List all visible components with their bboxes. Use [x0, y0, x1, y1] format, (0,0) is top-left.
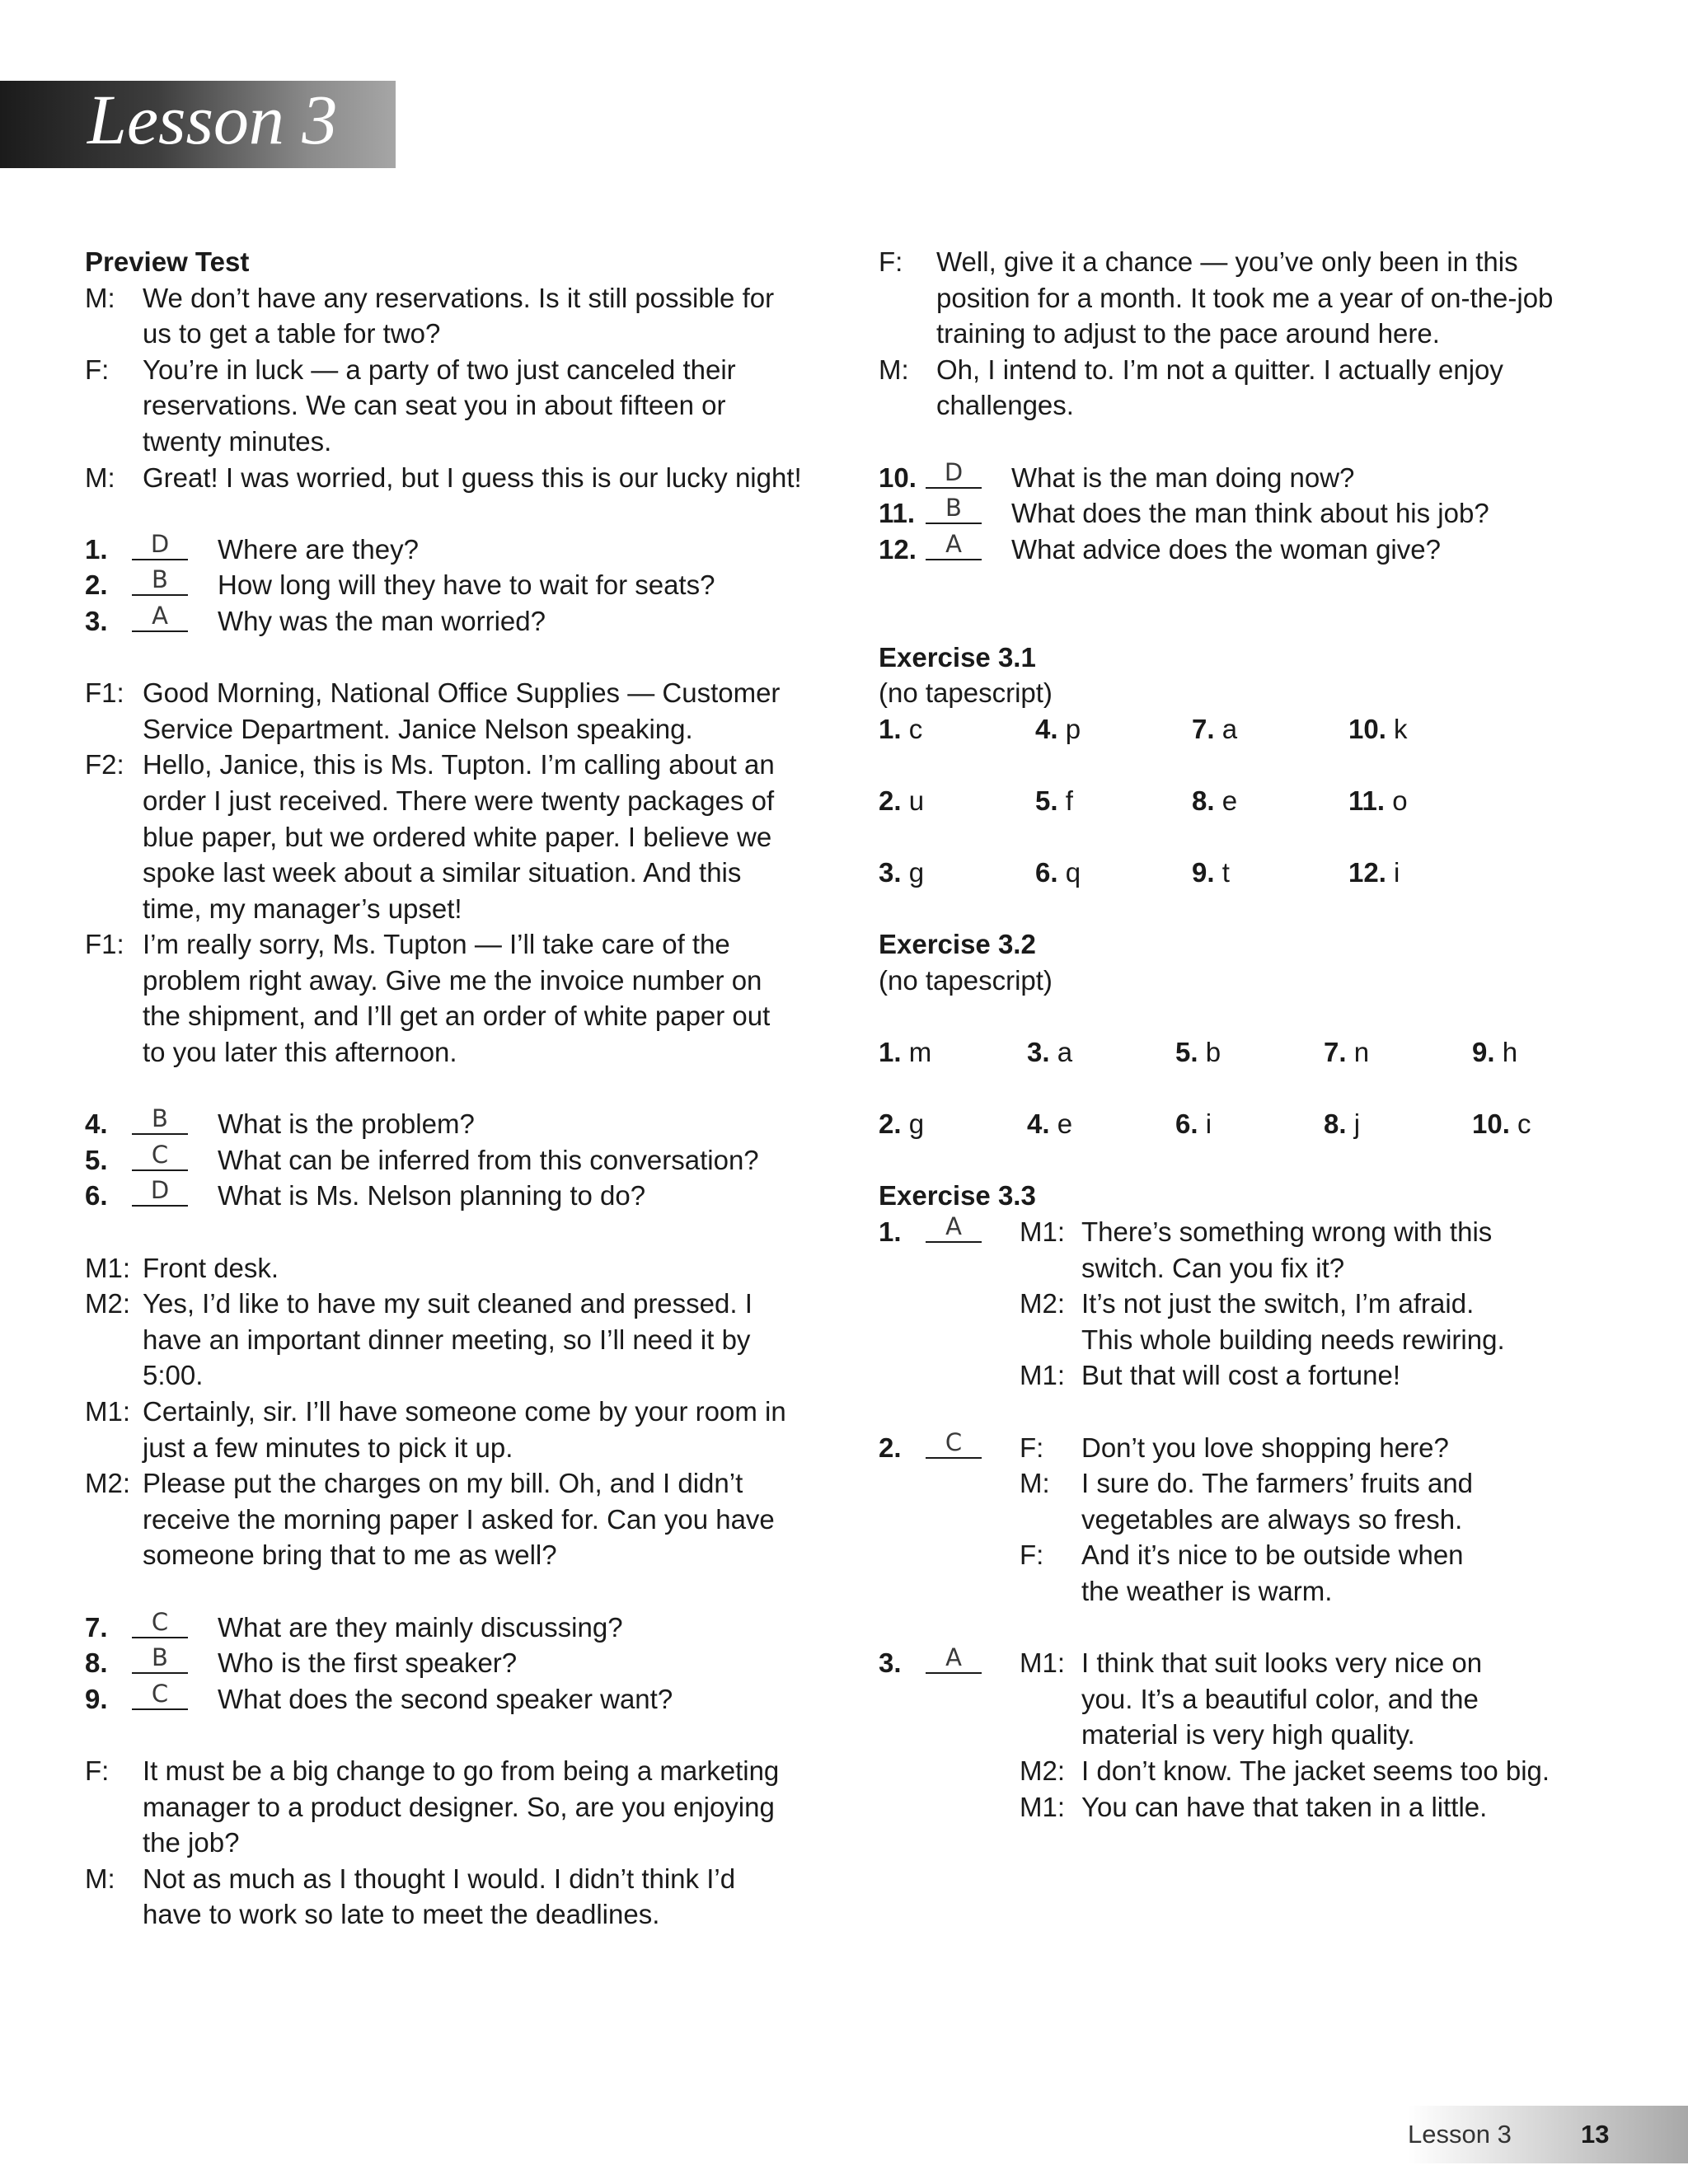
- question-text: What advice does the woman give?: [1011, 533, 1441, 565]
- question-row: [85, 1607, 827, 1646]
- speaker: F:: [85, 1755, 110, 1786]
- answer-blank: D: [132, 1178, 188, 1207]
- line-text: You’re in luck — a party of two just canceled their reservations. We can seat you in about fifteen or twenty minutes.: [143, 354, 736, 457]
- exercise-note: (no tapescript): [879, 964, 1053, 996]
- answer-cell: 4. p: [1035, 713, 1081, 744]
- speaker: M:: [85, 462, 115, 493]
- speaker: F1:: [85, 677, 124, 709]
- answer-cell: 8. e: [1192, 785, 1238, 816]
- answer-cell: 3. a: [1027, 1037, 1073, 1068]
- answer-cell: 11. o: [1348, 785, 1408, 816]
- dialogue-line: [85, 1753, 827, 1861]
- line-text: Please put the charges on my bill. Oh, and I didn’t receive the morning paper I asked for. Can you have someone bring that to me as well?: [143, 1468, 775, 1571]
- speaker: F:: [85, 354, 110, 385]
- answer-cell: 5. b: [1175, 1037, 1221, 1068]
- speaker: M1:: [1020, 1647, 1066, 1679]
- question-text: What is the problem?: [218, 1108, 475, 1140]
- item-dialogue: [1020, 1430, 1620, 1610]
- preview-test-heading: Preview Test: [85, 246, 250, 277]
- question-text: Where are they?: [218, 533, 419, 565]
- answer-cell: 5. f: [1035, 785, 1073, 816]
- answer-blank: B: [132, 1106, 188, 1135]
- question-number: 12.: [879, 533, 917, 565]
- dialogue-line: [1020, 1753, 1620, 1789]
- line-text: Certainly, sir. I’ll have someone come by your room in just a few minutes to pick it up.: [143, 1396, 786, 1463]
- speaker: F:: [1020, 1432, 1044, 1463]
- question-number: 6.: [85, 1180, 108, 1212]
- question-text: How long will they have to wait for seats?: [218, 569, 715, 601]
- speaker: M1:: [1020, 1791, 1066, 1822]
- answer-blank: A: [926, 532, 982, 560]
- answer-blank: A: [132, 603, 188, 632]
- dialogue-line: [1020, 1430, 1620, 1466]
- answer-blank: C: [132, 1681, 188, 1710]
- speaker: M2:: [85, 1288, 131, 1319]
- line-text: It must be a big change to go from being a marketing manager to a product designer. So, are you enjoying the job?: [143, 1755, 780, 1858]
- answer-cell: 1. m: [879, 1037, 932, 1068]
- footer-lesson-label: Lesson 3: [1408, 2120, 1512, 2149]
- speaker: M1:: [85, 1396, 131, 1427]
- question-text: What is the man doing now?: [1011, 462, 1355, 493]
- answer-blank: C: [926, 1430, 982, 1459]
- question-row: [85, 1178, 827, 1214]
- questions-10-12: [879, 457, 1620, 568]
- dialogue-line: [1020, 1645, 1620, 1753]
- exercise-title: Exercise 3.3: [879, 1180, 1036, 1212]
- exercise-item: [879, 1214, 1620, 1394]
- line-text: I’m really sorry, Ms. Tupton — I’ll take care of the problem right away. Give me the invoice number on the shipment, and I’ll get an order of white paper out to you later this afternoon.: [143, 929, 771, 1068]
- answer-blank: A: [926, 1645, 982, 1674]
- answer-cell: 1. c: [879, 713, 923, 744]
- answer-cell: 9. h: [1472, 1037, 1518, 1068]
- exercise-title: Exercise 3.2: [879, 929, 1036, 960]
- question-row: [85, 529, 827, 568]
- question-text: Why was the man worried?: [218, 605, 546, 636]
- question-row: [85, 1106, 827, 1142]
- speaker: M:: [85, 282, 115, 313]
- answer-cell: 7. n: [1324, 1037, 1370, 1068]
- question-row: [85, 1645, 827, 1681]
- question-text: What does the man think about his job?: [1011, 498, 1489, 529]
- answer-grid-row: [879, 1106, 1620, 1178]
- answer-blank: C: [132, 1142, 188, 1171]
- dialogue-3: [85, 1250, 827, 1573]
- question-number: 8.: [85, 1647, 108, 1679]
- answer-blank: D: [132, 532, 188, 560]
- speaker: M:: [879, 354, 909, 385]
- dialogue-4-continued: [879, 244, 1620, 424]
- answer-blank: B: [926, 495, 982, 524]
- answer-blank: D: [926, 460, 982, 489]
- answer-cell: 9. t: [1192, 857, 1230, 888]
- dialogue-4: [85, 1753, 827, 1933]
- line-text: And it’s nice to be outside when the weather is warm.: [1081, 1540, 1464, 1606]
- speaker: M1:: [1020, 1216, 1066, 1248]
- exercise-note: (no tapescript): [879, 677, 1053, 709]
- question-text: What does the second speaker want?: [218, 1683, 673, 1714]
- dialogue-line: [1020, 1789, 1620, 1825]
- exercise-title: Exercise 3.1: [879, 641, 1036, 673]
- dialogue-line: [85, 926, 827, 1070]
- question-row: [85, 603, 827, 640]
- dialogue-line: [85, 675, 827, 747]
- page-number: 13: [1581, 2120, 1610, 2149]
- answer-grid-row: [879, 711, 1620, 783]
- question-number: 2.: [85, 569, 108, 601]
- speaker: M1:: [85, 1252, 131, 1283]
- exercise-3-2: [879, 926, 1620, 1178]
- left-column: [85, 244, 827, 1933]
- speaker: M1:: [1020, 1360, 1066, 1391]
- exercise-3-1: [879, 640, 1620, 927]
- dialogue-line: [85, 460, 827, 496]
- question-text: Who is the first speaker?: [218, 1647, 518, 1679]
- answer-cell: 6. q: [1035, 857, 1081, 888]
- line-text: Hello, Janice, this is Ms. Tupton. I’m calling about an order I just received. There were twenty packages of blue paper, but we ordered white paper. I believe we spoke last week about a similar situation. And this time, my manager’s upset!: [143, 749, 775, 924]
- answer-cell: 12. i: [1348, 857, 1400, 888]
- answer-cell: 10. k: [1348, 713, 1408, 744]
- line-text: Oh, I intend to. I’m not a quitter. I actually enjoy challenges.: [936, 354, 1503, 421]
- dialogue-line: [879, 244, 1620, 352]
- line-text: Don’t you love shopping here?: [1081, 1432, 1449, 1463]
- questions-7-9: [85, 1607, 827, 1718]
- line-text: But that will cost a fortune!: [1081, 1360, 1401, 1391]
- question-number: 9.: [85, 1683, 108, 1714]
- answer-grid-row: [879, 855, 1620, 926]
- speaker: M2:: [1020, 1288, 1066, 1319]
- dialogue-line: [85, 1465, 827, 1573]
- answer-cell: 10. c: [1472, 1108, 1531, 1140]
- question-row: [879, 495, 1620, 532]
- line-text: We don’t have any reservations. Is it still possible for us to get a table for two?: [143, 282, 775, 349]
- questions-1-3: [85, 529, 827, 640]
- answer-grid-row: [879, 783, 1620, 855]
- dialogue-line: [879, 352, 1620, 424]
- line-text: I sure do. The farmers’ fruits and vegetables are always so fresh.: [1081, 1468, 1474, 1535]
- answer-blank: A: [926, 1214, 982, 1243]
- question-number: 7.: [85, 1611, 108, 1643]
- exercise-item: [879, 1645, 1620, 1825]
- line-text: Good Morning, National Office Supplies — Customer Service Department. Janice Nelson speaking.: [143, 677, 781, 744]
- dialogue-line: [1020, 1537, 1620, 1609]
- answer-cell: 4. e: [1027, 1108, 1073, 1140]
- line-text: It’s not just the switch, I’m afraid. This whole building needs rewiring.: [1081, 1288, 1505, 1355]
- line-text: Yes, I’d like to have my suit cleaned and pressed. I have an important dinner meeting, so I’ll need it by 5:00.: [143, 1288, 753, 1391]
- answer-cell: 3. g: [879, 857, 925, 888]
- line-text: Not as much as I thought I would. I didn’t think I’d have to work so late to meet the deadlines.: [143, 1863, 736, 1930]
- question-row: [85, 1681, 827, 1718]
- answer-blank: B: [132, 567, 188, 596]
- item-number: 2.: [879, 1432, 902, 1463]
- right-column: [879, 244, 1620, 1825]
- dialogue-1: [85, 280, 827, 496]
- dialogue-line: [1020, 1286, 1620, 1357]
- question-number: 10.: [879, 462, 917, 493]
- answer-blank: B: [132, 1645, 188, 1674]
- line-text: Great! I was worried, but I guess this is our lucky night!: [143, 462, 802, 493]
- question-row: [85, 1142, 827, 1179]
- dialogue-2: [85, 675, 827, 1071]
- item-number: 3.: [879, 1647, 902, 1679]
- answer-cell: 2. g: [879, 1108, 925, 1140]
- speaker: M:: [85, 1863, 115, 1894]
- line-text: Well, give it a chance — you’ve only been in this position for a month. It took me a year of on-the-job training to adjust to the pace around here.: [936, 246, 1554, 349]
- speaker: F2:: [85, 749, 124, 780]
- answer-cell: 7. a: [1192, 713, 1238, 744]
- dialogue-line: [85, 280, 827, 352]
- question-text: What are they mainly discussing?: [218, 1611, 623, 1643]
- question-row: [879, 457, 1620, 496]
- item-dialogue: [1020, 1645, 1620, 1825]
- question-row: [879, 529, 1620, 568]
- answer-cell: 2. u: [879, 785, 925, 816]
- exercise-item: [879, 1427, 1620, 1610]
- question-number: 4.: [85, 1108, 108, 1140]
- question-number: 1.: [85, 533, 108, 565]
- question-number: 11.: [879, 498, 916, 529]
- question-number: 5.: [85, 1144, 108, 1175]
- speaker: M2:: [1020, 1755, 1066, 1786]
- speaker: M:: [1020, 1468, 1050, 1499]
- speaker: F:: [879, 246, 903, 277]
- lesson-title: Lesson 3: [87, 80, 338, 159]
- item-number: 1.: [879, 1216, 902, 1248]
- dialogue-line: [1020, 1214, 1620, 1286]
- answer-blank: C: [132, 1610, 188, 1638]
- speaker: M2:: [85, 1468, 131, 1499]
- line-text: I think that suit looks very nice on you. It’s a beautiful color, and the material is very high quality.: [1081, 1647, 1483, 1750]
- dialogue-line: [85, 1250, 827, 1286]
- speaker: F1:: [85, 929, 124, 960]
- dialogue-line: [85, 1286, 827, 1394]
- question-row: [85, 567, 827, 603]
- line-text: There’s something wrong with this switch. Can you fix it?: [1081, 1216, 1493, 1283]
- dialogue-line: [85, 1861, 827, 1933]
- dialogue-line: [1020, 1465, 1620, 1537]
- answer-cell: 6. i: [1175, 1108, 1212, 1140]
- question-text: What is Ms. Nelson planning to do?: [218, 1180, 646, 1212]
- questions-4-6: [85, 1106, 827, 1214]
- question-text: What can be inferred from this conversation?: [218, 1144, 759, 1175]
- dialogue-line: [85, 747, 827, 926]
- speaker: F:: [1020, 1540, 1044, 1571]
- line-text: You can have that taken in a little.: [1081, 1791, 1488, 1822]
- answer-cell: 8. j: [1324, 1108, 1361, 1140]
- dialogue-line: [85, 352, 827, 460]
- exercise-3-3: [879, 1178, 1620, 1825]
- answer-grid-row: [879, 1034, 1620, 1106]
- line-text: I don’t know. The jacket seems too big.: [1081, 1755, 1550, 1786]
- dialogue-line: [1020, 1357, 1620, 1394]
- line-text: Front desk.: [143, 1252, 279, 1283]
- question-number: 3.: [85, 605, 108, 636]
- dialogue-line: [85, 1394, 827, 1465]
- item-dialogue: [1020, 1214, 1620, 1394]
